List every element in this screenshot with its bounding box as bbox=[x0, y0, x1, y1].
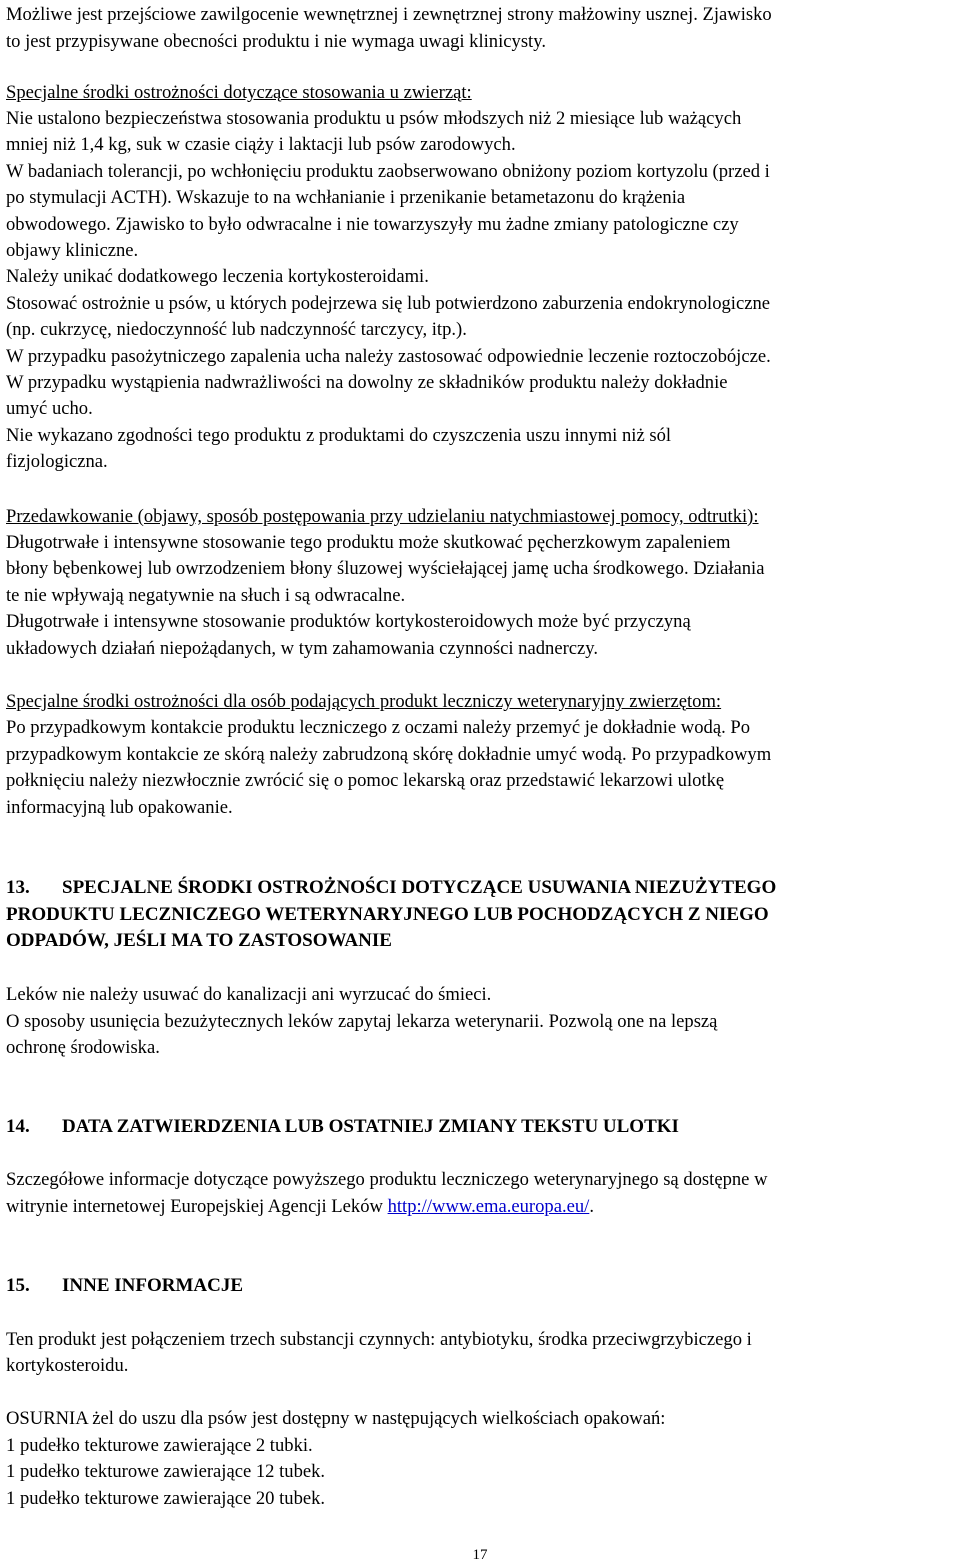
paragraph-line: Szczegółowe informacje dotyczące powyższego produktu leczniczego weterynaryjnego są dostępne w bbox=[6, 1169, 768, 1190]
section-15-heading bbox=[6, 1274, 243, 1298]
text-span: witrynie internetowej Europejskiej Agencji Leków bbox=[6, 1196, 388, 1217]
section-title: SPECJALNE ŚRODKI OSTROŻNOŚCI DOTYCZĄCE USUWANIA NIEZUŻYTEGO bbox=[62, 877, 777, 898]
paragraph-line: W przypadku wystąpienia nadwrażliwości na dowolny ze składników produktu należy dokładnie bbox=[6, 372, 728, 393]
paragraph-line: Możliwe jest przejściowe zawilgocenie wewnętrznej i zewnętrznej strony małżowiny usznej. Zjawisko bbox=[6, 4, 772, 25]
paragraph-line: Stosować ostrożnie u psów, u których podejrzewa się lub potwierdzono zaburzenia endokrynologiczne bbox=[6, 293, 771, 314]
paragraph-line bbox=[6, 1195, 594, 1219]
paragraph-line: kortykosteroidu. bbox=[6, 1355, 129, 1376]
paragraph-line: te nie wpływają negatywnie na słuch i są odwracalne. bbox=[6, 585, 406, 606]
text-span: . bbox=[589, 1196, 594, 1217]
section-number: 14. bbox=[6, 1116, 30, 1137]
pack-size-item: 1 pudełko tekturowe zawierające 20 tubek. bbox=[6, 1488, 326, 1509]
paragraph-line: Długotrwałe i intensywne stosowanie produktów kortykosteroidowych może być przyczyną bbox=[6, 611, 691, 632]
paragraph-line: po stymulacji ACTH). Wskazuje to na wchłanianie i przenikanie betametazonu do krążenia bbox=[6, 187, 686, 208]
page-number: 17 bbox=[472, 1547, 488, 1563]
paragraph-line: informacyjną lub opakowanie. bbox=[6, 797, 233, 818]
paragraph-line: Po przypadkowym kontakcie produktu leczniczego z oczami należy przemyć je dokładnie wodą. Po bbox=[6, 717, 751, 738]
paragraph-line: to jest przypisywane obecności produktu i nie wymaga uwagi klinicysty. bbox=[6, 31, 546, 52]
section-number: 15. bbox=[6, 1275, 30, 1296]
paragraph-line: Nie wykazano zgodności tego produktu z produktami do czyszczenia uszu innymi niż sól bbox=[6, 425, 672, 446]
paragraph-line: przypadkowym kontakcie ze skórą należy zabrudzoną skórę dokładnie umyć wodą. Po przypadkowym bbox=[6, 744, 772, 765]
paragraph-line: fizjologiczna. bbox=[6, 451, 108, 472]
paragraph-line: Długotrwałe i intensywne stosowanie tego produktu może skutkować pęcherzkowym zapaleniem bbox=[6, 532, 731, 553]
paragraph-line: błony bębenkowej lub owrzodzeniem błony śluzowej wyściełającej jamę ucha środkowego. Działania bbox=[6, 558, 765, 579]
paragraph-line: Nie ustalono bezpieczeństwa stosowania produktu u psów młodszych niż 2 miesiące lub ważących bbox=[6, 108, 742, 129]
paragraph-line: mniej niż 1,4 kg, suk w czasie ciąży i laktacji lub psów zarodowych. bbox=[6, 134, 516, 155]
paragraph-line: objawy kliniczne. bbox=[6, 240, 139, 261]
paragraph-line: W przypadku pasożytniczego zapalenia ucha należy zastosować odpowiednie leczenie roztoczobójcze. bbox=[6, 346, 771, 367]
paragraph-line: OSURNIA żel do uszu dla psów jest dostępny w następujących wielkościach opakowań: bbox=[6, 1408, 666, 1429]
paragraph-line: O sposoby usunięcia bezużytecznych leków zapytaj lekarza weterynarii. Pozwolą one na lepszą bbox=[6, 1011, 718, 1032]
section-title-line: PRODUKTU LECZNICZEGO WETERYNARYJNEGO LUB POCHODZĄCYCH Z NIEGO bbox=[6, 904, 769, 925]
paragraph-line: Należy unikać dodatkowego leczenia kortykosteroidami. bbox=[6, 266, 429, 287]
paragraph-line: Ten produkt jest połączeniem trzech substancji czynnych: antybiotyku, środka przeciwgrzybiczego i bbox=[6, 1329, 752, 1350]
paragraph-line: obwodowego. Zjawisko to było odwracalne i nie towarzyszyły mu żadne zmiany patologiczne czy bbox=[6, 214, 739, 235]
persons-precautions-heading: Specjalne środki ostrożności dla osób podających produkt leczniczy weterynaryjny zwierzętom: bbox=[6, 691, 722, 712]
paragraph-line: W badaniach tolerancji, po wchłonięciu produktu zaobserwowano obniżony poziom kortyzolu (przed i bbox=[6, 161, 770, 182]
section-14-heading bbox=[6, 1115, 679, 1139]
overdose-heading: Przedawkowanie (objawy, sposób postępowania przy udzielaniu natychmiastowej pomocy, odtrutki): bbox=[6, 506, 759, 527]
section-title: INNE INFORMACJE bbox=[62, 1275, 244, 1296]
paragraph-line: (np. cukrzycę, niedoczynność lub nadczynność tarczycy, itp.). bbox=[6, 319, 467, 340]
section-number: 13. bbox=[6, 877, 30, 898]
paragraph-line: połknięciu należy niezwłocznie zwrócić się o pomoc lekarską oraz przedstawić lekarzowi ulotkę bbox=[6, 770, 725, 791]
pack-size-item: 1 pudełko tekturowe zawierające 2 tubki. bbox=[6, 1435, 313, 1456]
ema-website-link[interactable]: http://www.ema.europa.eu/ bbox=[387, 1196, 590, 1217]
paragraph-line: układowych działań niepożądanych, w tym zahamowania czynności nadnerczy. bbox=[6, 638, 599, 659]
pack-size-item: 1 pudełko tekturowe zawierające 12 tubek. bbox=[6, 1461, 326, 1482]
paragraph-line: umyć ucho. bbox=[6, 398, 93, 419]
section-title-line: ODPADÓW, JEŚLI MA TO ZASTOSOWANIE bbox=[6, 930, 392, 951]
section-13-heading bbox=[6, 876, 776, 900]
section-title: DATA ZATWIERDZENIA LUB OSTATNIEJ ZMIANY TEKSTU ULOTKI bbox=[62, 1116, 679, 1137]
paragraph-line: ochronę środowiska. bbox=[6, 1037, 160, 1058]
paragraph-line: Leków nie należy usuwać do kanalizacji ani wyrzucać do śmieci. bbox=[6, 984, 492, 1005]
animal-precautions-heading: Specjalne środki ostrożności dotyczące stosowania u zwierząt: bbox=[6, 82, 472, 103]
